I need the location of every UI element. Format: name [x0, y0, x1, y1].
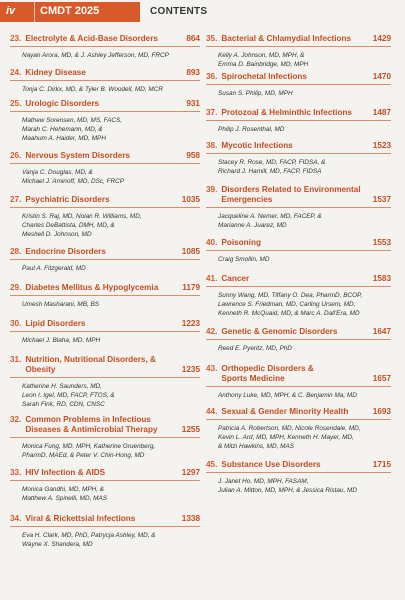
- title-underline: [10, 80, 200, 81]
- chapter-title-line: Mycotic Infections: [221, 141, 293, 150]
- toc-title-row: [10, 355, 200, 375]
- chapter-number: 35.: [206, 34, 218, 43]
- toc-title-row: [206, 460, 391, 470]
- toc-entry[interactable]: [206, 34, 391, 69]
- chapter-page: 1429: [372, 34, 391, 43]
- chapter-authors: [206, 344, 391, 353]
- chapter-title-line: Cancer: [221, 274, 250, 283]
- author-line: Matthew A. Spinelli, MD, MAS: [22, 495, 107, 502]
- chapter-number: 25.: [10, 99, 22, 108]
- toc-entry[interactable]: [10, 247, 200, 273]
- toc-entry[interactable]: [206, 327, 391, 353]
- title-underline: [10, 480, 200, 481]
- chapter-page: 958: [186, 151, 200, 160]
- chapter-authors: [10, 442, 200, 460]
- toc-title-row: [206, 141, 391, 151]
- author-line: Meshell D. Johnson, MD: [22, 231, 92, 238]
- chapter-number: 33.: [10, 468, 22, 477]
- chapter-authors: [10, 485, 200, 503]
- chapter-page: 1235: [181, 365, 200, 374]
- section-title: CONTENTS: [150, 6, 208, 17]
- author-line: Lawrence S. Friedman, MD, Carling Ursem, MD,: [218, 301, 356, 308]
- chapter-title[interactable]: [221, 34, 368, 44]
- chapter-title[interactable]: [25, 99, 182, 109]
- chapter-title-line: Genetic & Genomic Disorders: [221, 327, 338, 336]
- author-line: Vanja C. Douglas, MD, &: [22, 169, 93, 176]
- toc-title-row: [206, 108, 391, 118]
- chapter-number: 45.: [206, 460, 218, 469]
- chapter-title-line: Spirochetal Infections: [221, 72, 307, 81]
- chapter-authors: [10, 336, 200, 345]
- author-line: Reed E. Pyeritz, MD, PhD: [218, 345, 292, 352]
- toc-entry[interactable]: [206, 460, 391, 495]
- author-line: Tonja C. Dirkx, MD, & Tyler B. Woodell, MD, MCR: [22, 86, 163, 93]
- author-line: PharmD, MAEd, & Peter V. Chin-Hong, MD: [22, 452, 145, 459]
- chapter-page: 864: [186, 34, 200, 43]
- title-underline: [206, 339, 391, 340]
- author-line: Katherine H. Saunders, MD,: [22, 383, 102, 390]
- chapter-number: 39.: [206, 185, 218, 194]
- author-line: Kenneth R. McQuaid, MD, & Marc A. Dall'Era, MD: [218, 310, 360, 317]
- chapter-page: 1179: [182, 283, 200, 292]
- chapter-page: 1693: [372, 407, 391, 416]
- author-line: Anthony Luke, MD, MPH, & C. Benjamin Ma, MD: [218, 392, 357, 399]
- title-underline: [10, 207, 200, 208]
- chapter-authors: [10, 264, 200, 273]
- chapter-page: 1647: [372, 327, 391, 336]
- title-underline: [206, 419, 391, 420]
- title-underline: [206, 153, 391, 154]
- chapter-authors: [10, 300, 200, 309]
- toc-entry[interactable]: [10, 319, 200, 345]
- chapter-title-line: Sexual & Gender Minority Health: [221, 407, 349, 416]
- author-line: Maahum A. Haider, MD, MPH: [22, 135, 106, 142]
- toc-entry[interactable]: [10, 151, 200, 186]
- chapter-title[interactable]: [221, 238, 368, 248]
- author-line: Philip J. Rosenthal, MD: [218, 126, 285, 133]
- page-number: iv: [6, 5, 16, 17]
- chapter-number: 37.: [206, 108, 218, 117]
- chapter-title-line: Substance Use Disorders: [221, 460, 321, 469]
- chapter-authors: [10, 212, 200, 239]
- chapter-number: 27.: [10, 195, 22, 204]
- title-underline: [206, 286, 391, 287]
- chapter-page: 931: [186, 99, 200, 108]
- title-underline: [10, 437, 200, 438]
- title-underline: [206, 472, 391, 473]
- toc-title-row: [10, 319, 200, 329]
- author-line: Wayne X. Shandera, MD: [22, 541, 93, 548]
- chapter-page: 1553: [372, 238, 391, 247]
- chapter-title[interactable]: [25, 151, 182, 161]
- chapter-title[interactable]: [25, 247, 177, 257]
- chapter-page: 1523: [372, 141, 391, 150]
- chapter-number: 24.: [10, 68, 22, 77]
- author-line: & Mitzi Hawkins, MD, MAS: [218, 443, 294, 450]
- chapter-title-line: Orthopedic Disorders &: [221, 364, 314, 373]
- chapter-title-line: HIV Infection & AIDS: [25, 468, 106, 477]
- header-tab: [0, 2, 140, 22]
- author-line: Craig Smollin, MD: [218, 256, 270, 263]
- toc-title-row: [10, 283, 200, 293]
- author-line: Monica Gandhi, MD, MPH, &: [22, 486, 105, 493]
- author-line: Mathew Sorensen, MD, MS, FACS,: [22, 117, 123, 124]
- title-underline: [10, 377, 200, 378]
- chapter-authors: [206, 424, 391, 451]
- chapter-authors: [206, 158, 391, 176]
- toc-entry[interactable]: [10, 415, 200, 460]
- chapter-title[interactable]: [221, 407, 368, 417]
- chapter-number: 28.: [10, 247, 22, 256]
- chapter-title-line: Electrolyte & Acid-Base Disorders: [25, 34, 158, 43]
- chapter-page: 1470: [372, 72, 391, 81]
- chapter-page: 1085: [181, 247, 200, 256]
- toc-entry[interactable]: [206, 72, 391, 98]
- chapter-authors: [206, 212, 391, 230]
- author-line: J. Janet Ho, MD, MPH, FASAM,: [218, 478, 309, 485]
- chapter-number: 26.: [10, 151, 22, 160]
- chapter-title[interactable]: [25, 319, 177, 329]
- author-line: Paul A. Fitzgerald, MD: [22, 265, 86, 272]
- title-underline: [206, 207, 391, 208]
- chapter-page: 1223: [181, 319, 200, 328]
- chapter-title-line: Endocrine Disorders: [25, 247, 106, 256]
- title-underline: [10, 46, 200, 47]
- chapter-authors: [206, 391, 391, 400]
- chapter-authors: [206, 255, 391, 264]
- chapter-page: 1297: [181, 468, 200, 477]
- author-line: Michael J. Aminoff, MD, DSc, FRCP: [22, 178, 125, 185]
- title-underline: [10, 111, 200, 112]
- toc-title-row: [10, 415, 200, 435]
- chapter-title-line: Kidney Disease: [25, 68, 86, 77]
- chapter-title[interactable]: [221, 108, 368, 118]
- toc-title-row: [206, 34, 391, 44]
- toc-title-row: [10, 195, 200, 205]
- chapter-authors: [10, 531, 200, 549]
- toc-title-row: [206, 238, 391, 248]
- chapter-title[interactable]: [25, 514, 177, 524]
- author-line: Umesh Masharani, MB, BS: [22, 301, 100, 308]
- chapter-title-line: Urologic Disorders: [25, 99, 100, 108]
- author-line: Leon I. Igel, MD, FACP, FTOS, &: [22, 392, 115, 399]
- chapter-number: 32.: [10, 415, 22, 424]
- author-line: Eva H. Clark, MD, PhD, Patrycja Ashley, MD, &: [22, 532, 156, 539]
- chapter-title-line: Bacterial & Chlamydial Infections: [221, 34, 352, 43]
- chapter-title[interactable]: [221, 141, 368, 151]
- chapter-number: 38.: [206, 141, 218, 150]
- chapter-title-line: Diseases & Antimicrobial Therapy: [25, 425, 158, 434]
- chapter-title-line: Nutrition, Nutritional Disorders, &: [25, 355, 156, 364]
- chapter-title-line: Lipid Disorders: [25, 319, 86, 328]
- toc-title-row: [206, 185, 391, 205]
- author-line: Susan S. Philip, MD, MPH: [218, 90, 293, 97]
- chapter-authors: [10, 51, 200, 60]
- author-line: Patricia A. Robertson, MD, Nicole Rosendale, MD,: [218, 425, 361, 432]
- toc-title-row: [10, 68, 200, 78]
- chapter-title[interactable]: [25, 195, 177, 205]
- toc-entry[interactable]: [10, 34, 200, 60]
- author-line: Stacey R. Rose, MD, FACP, FIDSA, &: [218, 159, 326, 166]
- author-line: Julian A. Mitton, MD, MPH, & Jessica Ristau, MD: [218, 487, 357, 494]
- chapter-authors: [10, 85, 200, 94]
- chapter-number: 36.: [206, 72, 218, 81]
- title-underline: [206, 386, 391, 387]
- toc-entry[interactable]: [206, 185, 391, 230]
- chapter-title[interactable]: [25, 283, 178, 293]
- toc-entry[interactable]: [10, 99, 200, 143]
- chapter-title-line: Nervous System Disorders: [25, 151, 131, 160]
- toc-title-row: [206, 327, 391, 337]
- toc-title-row: [10, 99, 200, 109]
- chapter-number: 43.: [206, 364, 218, 373]
- chapter-number: 31.: [10, 355, 22, 364]
- chapter-title[interactable]: [221, 460, 368, 470]
- chapter-title-line: Common Problems in Infectious: [25, 415, 151, 424]
- chapter-title[interactable]: [25, 68, 182, 78]
- chapter-title-line: Diabetes Mellitus & Hypoglycemia: [25, 283, 159, 292]
- author-line: Emma D. Bainbridge, MD, MPH: [218, 61, 309, 68]
- author-line: Michael J. Blaha, MD, MPH: [22, 337, 101, 344]
- author-line: Sarah Fink, RD, CDN, CNSC: [22, 401, 105, 408]
- chapter-number: 23.: [10, 34, 22, 43]
- chapter-title-line: Poisoning: [221, 238, 261, 247]
- chapter-authors: [206, 291, 391, 318]
- title-underline: [10, 295, 200, 296]
- toc-entry[interactable]: [10, 355, 200, 409]
- author-line: Marianne A. Juarez, MD: [218, 222, 287, 229]
- chapter-title[interactable]: [25, 468, 177, 478]
- chapter-number: 44.: [206, 407, 218, 416]
- toc-title-row: [10, 34, 200, 44]
- toc-entry[interactable]: [206, 238, 391, 264]
- chapter-title[interactable]: [221, 72, 368, 82]
- chapter-page: 1338: [181, 514, 200, 523]
- chapter-page: 1255: [181, 425, 200, 434]
- chapter-number: 34.: [10, 514, 22, 523]
- chapter-authors: [10, 116, 200, 143]
- author-line: Kevin L. Ard, MD, MPH, Kenneth H. Mayer, MD,: [218, 434, 354, 441]
- chapter-title[interactable]: [25, 355, 177, 375]
- chapter-number: 42.: [206, 327, 218, 336]
- toc-title-row: [10, 247, 200, 257]
- toc-title-row: [10, 514, 200, 524]
- title-underline: [206, 46, 391, 47]
- page-header: [0, 0, 405, 26]
- header-divider: [34, 2, 35, 22]
- chapter-authors: [206, 89, 391, 98]
- chapter-page: 1583: [372, 274, 391, 283]
- chapter-title-line: Sports Medicine: [221, 374, 285, 383]
- toc-title-row: [206, 407, 391, 417]
- chapter-page: 1487: [372, 108, 391, 117]
- chapter-title[interactable]: [221, 274, 368, 284]
- chapter-title[interactable]: [221, 327, 368, 337]
- title-underline: [10, 163, 200, 164]
- chapter-title-line: Viral & Rickettsial Infections: [25, 514, 136, 523]
- chapter-number: 41.: [206, 274, 218, 283]
- toc-entry[interactable]: [10, 68, 200, 94]
- author-line: Monica Fung, MD, MPH, Katherine Gruenberg,: [22, 443, 156, 450]
- chapter-title[interactable]: [25, 415, 177, 435]
- book-title: CMDT 2025: [40, 5, 100, 17]
- author-line: Charles DeBattista, DMH, MD, &: [22, 222, 115, 229]
- chapter-page: 893: [186, 68, 200, 77]
- chapter-title[interactable]: [25, 34, 182, 44]
- toc-entry[interactable]: [206, 108, 391, 134]
- toc-title-row: [10, 151, 200, 161]
- toc-title-row: [206, 274, 391, 284]
- author-line: Marah C. Hehemann, MD, &: [22, 126, 103, 133]
- chapter-authors: [206, 51, 391, 69]
- chapter-authors: [10, 168, 200, 186]
- chapter-page: 1035: [181, 195, 200, 204]
- chapter-page: 1715: [372, 460, 391, 469]
- chapter-title[interactable]: [221, 185, 368, 205]
- toc-entry[interactable]: [206, 364, 391, 400]
- toc-entry[interactable]: [206, 141, 391, 176]
- author-line: Richard J. Hamill, MD, FACP, FIDSA: [218, 168, 322, 175]
- chapter-number: 30.: [10, 319, 22, 328]
- chapter-title-line: Emergencies: [221, 195, 273, 204]
- toc-entry[interactable]: [206, 274, 391, 318]
- toc-title-row: [206, 364, 391, 384]
- chapter-title-line: Obesity: [25, 365, 56, 374]
- author-line: Jacqueline A. Nemer, MD, FACEP, &: [218, 213, 322, 220]
- chapter-authors: [206, 125, 391, 134]
- chapter-title[interactable]: [221, 364, 368, 384]
- author-line: Nayan Arora, MD, & J. Ashley Jefferson, MD, FRCP: [22, 52, 169, 59]
- toc-title-row: [206, 72, 391, 82]
- chapter-title-line: Disorders Related to Environmental: [221, 185, 361, 194]
- chapter-page: 1657: [372, 374, 391, 383]
- author-line: Kelly A. Johnson, MD, MPH, &: [218, 52, 305, 59]
- title-underline: [10, 259, 200, 260]
- chapter-page: 1537: [372, 195, 391, 204]
- author-line: Sunny Wang, MD, Tiffany O. Dea, PharmD, BCOP,: [218, 292, 363, 299]
- chapter-number: 29.: [10, 283, 22, 292]
- chapter-title-line: Protozoal & Helminthic Infections: [221, 108, 352, 117]
- toc-entry[interactable]: [10, 468, 200, 503]
- author-line: Kristin S. Raj, MD, Nolan R. Williams, MD,: [22, 213, 142, 220]
- toc-entry[interactable]: [10, 283, 200, 309]
- toc-entry[interactable]: [10, 514, 200, 549]
- chapter-authors: [10, 382, 200, 409]
- chapter-number: 40.: [206, 238, 218, 247]
- chapter-title-line: Psychiatric Disorders: [25, 195, 110, 204]
- toc-entry[interactable]: [10, 195, 200, 239]
- title-underline: [10, 526, 200, 527]
- toc-title-row: [10, 468, 200, 478]
- chapter-authors: [206, 477, 391, 495]
- title-underline: [10, 331, 200, 332]
- title-underline: [206, 250, 391, 251]
- title-underline: [206, 84, 391, 85]
- toc-entry[interactable]: [206, 407, 391, 451]
- title-underline: [206, 120, 391, 121]
